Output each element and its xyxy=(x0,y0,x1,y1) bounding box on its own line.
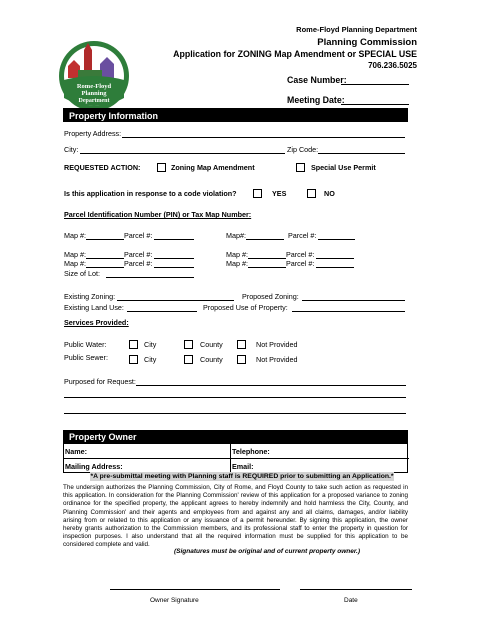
map-label: Map #: xyxy=(64,231,86,240)
parcel-field[interactable] xyxy=(316,258,354,259)
parcel-field[interactable] xyxy=(316,267,354,268)
owner-signature-label: Owner Signature xyxy=(150,597,199,604)
sewer-not-provided-checkbox[interactable] xyxy=(237,355,246,364)
pin-heading: Parcel Identification Number (PIN) or Tax Map Number: xyxy=(64,210,252,219)
property-address-label: Property Address: xyxy=(64,129,122,138)
map-label: Map #: xyxy=(64,250,86,259)
map-field[interactable] xyxy=(246,239,284,240)
map-label: Map #: xyxy=(226,259,248,268)
section-title: Property Information xyxy=(69,111,159,121)
svg-text:Rome-Floyd: Rome-Floyd xyxy=(76,83,112,90)
logo xyxy=(58,40,130,112)
size-of-lot-label: Size of Lot: xyxy=(64,269,100,278)
phone-number: 706.236.5025 xyxy=(368,61,417,70)
purposed-request-label: Purposed for Request: xyxy=(64,377,136,386)
owner-telephone-field[interactable] xyxy=(280,444,406,457)
owner-name-field[interactable] xyxy=(100,444,228,457)
proposed-zoning-label: Proposed Zoning: xyxy=(242,292,299,301)
map-label: Map#: xyxy=(226,231,246,240)
water-city-checkbox[interactable] xyxy=(129,340,138,349)
parcel-field[interactable] xyxy=(318,239,355,240)
violation-yes-checkbox[interactable] xyxy=(253,189,262,198)
section-title: Property Owner xyxy=(69,432,137,442)
application-title: Application for ZONING Map Amendment or SPECIAL USE xyxy=(173,49,417,59)
water-not-provided-checkbox[interactable] xyxy=(237,340,246,349)
zoning-map-amendment-label: Zoning Map Amendment xyxy=(171,163,255,172)
commission-title: Planning Commission xyxy=(317,37,417,48)
parcel-label: Parcel #: xyxy=(286,259,315,268)
proposed-use-label: Proposed Use of Property: xyxy=(203,303,288,312)
sewer-city-checkbox[interactable] xyxy=(129,355,138,364)
map-field[interactable] xyxy=(248,258,286,259)
meeting-date-label: Meeting Date: xyxy=(287,95,345,105)
parcel-field[interactable] xyxy=(154,258,194,259)
parcel-field[interactable] xyxy=(154,239,194,240)
parcel-label: Parcel #: xyxy=(288,231,317,240)
requested-action-label: REQUESTED ACTION: xyxy=(64,163,141,172)
sewer-not-provided-label: Not Provided xyxy=(256,355,298,364)
code-violation-question: Is this application in response to a code violation? xyxy=(64,189,237,198)
property-owner-header xyxy=(63,430,408,443)
existing-zoning-label: Existing Zoning: xyxy=(64,292,116,301)
date-field[interactable] xyxy=(300,589,412,590)
owner-email-field[interactable] xyxy=(260,458,406,471)
zip-code-field[interactable] xyxy=(318,153,405,154)
owner-name-label: Name: xyxy=(65,447,87,456)
owner-mailing-address-label: Mailing Address: xyxy=(65,462,123,471)
authorization-paragraph: The undersign authorizes the Planning Commission, City of Rome, and Floyd County to take such action as requested in this application. In consideration for the Planning Commission' review of this application for a proposed variance to zoning ordinance for the specified property, the applicant agrees to hereby indemnify and hold harmless the City, County, and Planning Commission' and their agents and employees from and against any and all claims, damages, and/or liability arising from or related to this application or any issuance of a permit hereunder. By signing this application, the owner hereby grants authorization to the Commission members, and its professional staff to enter the property in question for inspection purposes. I also understand that all the required information must be supplied for this application to be considered complete and valid. xyxy=(63,484,408,549)
parcel-label: Parcel #: xyxy=(124,250,153,259)
svg-text:Planning: Planning xyxy=(81,90,107,97)
owner-telephone-label: Telephone: xyxy=(232,447,270,456)
sewer-county-checkbox[interactable] xyxy=(184,355,193,364)
water-city-label: City xyxy=(144,340,157,349)
existing-land-use-label: Existing Land Use: xyxy=(64,303,124,312)
parcel-label: Parcel #: xyxy=(124,231,153,240)
existing-zoning-field[interactable] xyxy=(117,300,234,301)
map-field[interactable] xyxy=(86,239,124,240)
property-information-header xyxy=(63,108,408,122)
violation-no-checkbox[interactable] xyxy=(307,189,316,198)
owner-email-label: Email: xyxy=(232,462,254,471)
logo-seal-icon xyxy=(58,40,130,112)
owner-signature-field[interactable] xyxy=(110,589,280,590)
map-field[interactable] xyxy=(248,267,286,268)
parcel-label: Parcel #: xyxy=(124,259,153,268)
public-water-label: Public Water: xyxy=(64,340,107,349)
case-number-field[interactable] xyxy=(341,84,409,85)
violation-yes-label: YES xyxy=(272,189,287,198)
map-label: Map #: xyxy=(64,259,86,268)
sewer-county-label: County xyxy=(200,355,223,364)
water-not-provided-label: Not Provided xyxy=(256,340,298,349)
existing-land-use-field[interactable] xyxy=(127,311,197,312)
map-label: Map #: xyxy=(226,250,248,259)
special-use-permit-checkbox[interactable] xyxy=(296,163,305,172)
water-county-checkbox[interactable] xyxy=(184,340,193,349)
proposed-use-field[interactable] xyxy=(292,311,405,312)
proposed-zoning-field[interactable] xyxy=(302,300,405,301)
map-field[interactable] xyxy=(86,258,124,259)
date-label: Date xyxy=(344,597,358,604)
property-address-field[interactable] xyxy=(122,137,405,138)
case-number-label: Case Number: xyxy=(287,75,347,85)
signature-note: (Signatures must be original and of current property owner.) xyxy=(174,548,360,555)
water-county-label: County xyxy=(200,340,223,349)
parcel-label: Parcel #: xyxy=(286,250,315,259)
pre-submittal-notice: *A pre-submittal meeting with Planning staff is REQUIRED prior to submitting an Application.* xyxy=(90,473,394,480)
city-label: City: xyxy=(64,145,79,154)
divider xyxy=(230,444,231,474)
parcel-field[interactable] xyxy=(154,267,194,268)
purposed-request-field[interactable] xyxy=(64,413,406,414)
special-use-permit-label: Special Use Permit xyxy=(311,163,376,172)
services-provided-heading: Services Provided: xyxy=(64,318,129,327)
size-of-lot-field[interactable] xyxy=(106,277,194,278)
city-field[interactable] xyxy=(80,153,285,154)
department-name: Rome-Floyd Planning Department xyxy=(296,25,417,34)
meeting-date-field[interactable] xyxy=(341,104,409,105)
purposed-request-field[interactable] xyxy=(64,397,406,398)
svg-text:Department: Department xyxy=(78,98,110,104)
sewer-city-label: City xyxy=(144,355,157,364)
purposed-request-field[interactable] xyxy=(136,385,406,386)
zip-code-label: Zip Code: xyxy=(287,145,319,154)
zoning-map-amendment-checkbox[interactable] xyxy=(157,163,166,172)
violation-no-label: NO xyxy=(324,189,335,198)
map-field[interactable] xyxy=(86,267,124,268)
owner-mailing-address-field[interactable] xyxy=(128,458,228,471)
public-sewer-label: Public Sewer: xyxy=(64,353,108,362)
